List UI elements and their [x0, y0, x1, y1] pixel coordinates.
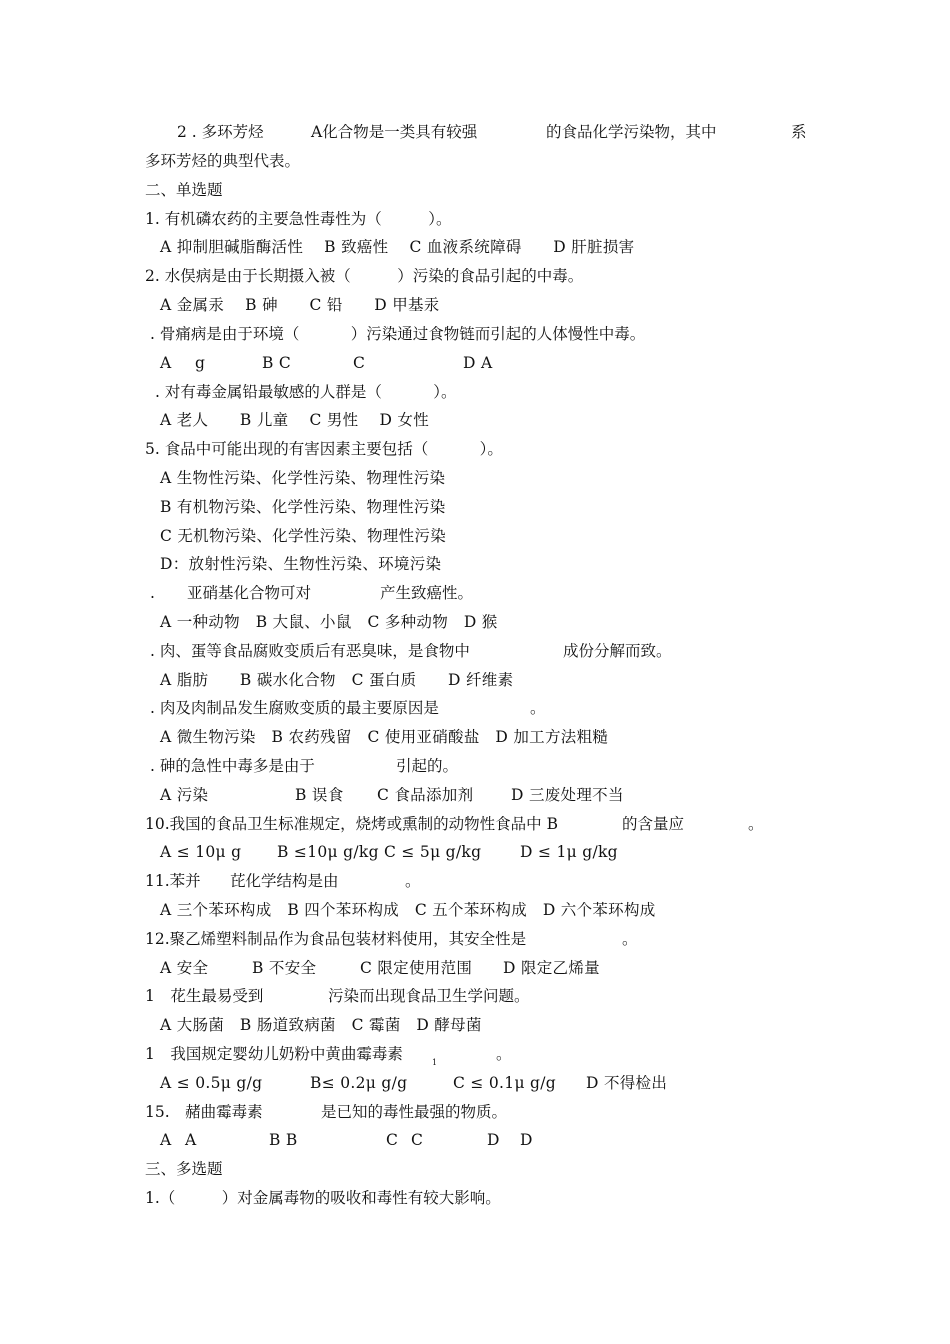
answer-options-q7o: A 脂肪 B 碳水化合物 C 蛋白质 D 纤维素	[160, 671, 514, 689]
answer-options-q15o-seg0: A	[160, 1131, 172, 1149]
text-line-q11-seg2: 。	[405, 872, 421, 890]
text-line-q14-seg1: 。	[496, 1045, 512, 1063]
answer-options-q15o-seg5: D	[487, 1131, 500, 1149]
footnote-mark: 1	[432, 1058, 438, 1067]
answer-options-q15o-seg3: C	[386, 1131, 399, 1149]
answer-options-q10o-seg2: D ≤ 1μ g/kg	[520, 843, 618, 861]
answer-options-q15o-seg2: B B	[269, 1131, 298, 1149]
text-line-f2-seg1: A化合物是一类具有较强	[311, 123, 478, 141]
text-line-q13-seg0: 1 花生最易受到	[145, 987, 264, 1005]
answer-options-q15o-seg4: C	[411, 1131, 424, 1149]
answer-options-q13o: A 大肠菌 B 肠道致病菌 C 霉菌 D 酵母菌	[160, 1016, 482, 1034]
text-line-q2: 2. 水俣病是由于长期摄入被（ ）污染的食品引起的中毒。	[145, 267, 584, 285]
text-line-q9-seg1: 引起的。	[396, 757, 459, 775]
answer-options-q3o-seg2: B C	[262, 354, 292, 372]
text-line-q8-seg1: 。	[530, 699, 546, 717]
text-line-f2-seg2: 的食品化学污染物，其中	[546, 123, 717, 141]
text-line-q12-seg0: 12.聚乙烯塑料制品作为食品包装材料使用，其安全性是	[145, 930, 527, 948]
text-line-q3: . 骨痛病是由于环境（ ）污染通过食物链而引起的人体慢性中毒。	[150, 325, 646, 343]
text-line-sec2: 二、单选题	[145, 181, 223, 199]
text-line-q15-seg0: 15. 赭曲霉毒素	[145, 1103, 263, 1121]
text-line-q1: 1. 有机磷农药的主要急性毒性为（ ）。	[145, 210, 452, 228]
text-line-f2-seg3: 系	[791, 123, 807, 141]
text-line-q6-seg0: .	[150, 584, 155, 602]
text-line-q15-seg1: 是已知的毒性最强的物质。	[321, 1103, 508, 1121]
answer-options-q3o-seg3: C	[353, 354, 366, 372]
text-line-sec3: 三、多选题	[145, 1160, 223, 1178]
answer-options-q9o-seg1: B 误食	[295, 786, 344, 804]
text-line-q7-seg1: 成份分解而致。	[563, 642, 672, 660]
answer-options-q11o: A 三个苯环构成 B 四个苯环构成 C 五个苯环构成 D 六个苯环构成	[160, 901, 656, 919]
answer-options-q14o-seg3: D 不得检出	[586, 1074, 668, 1092]
text-line-m1: 1.（ ）对金属毒物的吸收和毒性有较大影响。	[145, 1189, 501, 1207]
answer-options-q3o-seg4: D A	[463, 354, 493, 372]
answer-options-q12o-seg3: D 限定乙烯量	[503, 959, 600, 977]
answer-options-q3o-seg1: g	[195, 354, 206, 372]
text-line-q5: 5. 食品中可能出现的有害因素主要包括（ ）。	[145, 440, 503, 458]
text-line-f2b: 多环芳烃的典型代表。	[145, 152, 301, 170]
text-line-q12-seg1: 。	[622, 930, 638, 948]
answer-options-q15o-seg1: A	[185, 1131, 197, 1149]
text-line-q4: . 对有毒金属铅最敏感的人群是（ ）。	[155, 383, 457, 401]
text-line-q6-seg1: 亚硝基化合物可对	[187, 584, 312, 602]
answer-options-q5d: D：放射性污染、生物性污染、环境污染	[160, 555, 442, 573]
answer-options-q9o-seg3: D 三废处理不当	[511, 786, 624, 804]
answer-options-q5c: C 无机物污染、化学性污染、物理性污染	[160, 527, 446, 545]
answer-options-q9o-seg2: C 食品添加剂	[377, 786, 474, 804]
answer-options-q14o-seg1: B≤ 0.2μ g/g	[310, 1074, 408, 1092]
answer-options-q14o-seg0: A ≤ 0.5μ g/g	[160, 1074, 263, 1092]
answer-options-q6o: A 一种动物 B 大鼠、小鼠 C 多种动物 D 猴	[160, 613, 498, 631]
answer-options-q15o-seg6: D	[520, 1131, 533, 1149]
text-line-q6-seg2: 产生致癌性。	[380, 584, 474, 602]
answer-options-q2o: A 金属汞 B 砷 C 铅 D 甲基汞	[160, 296, 440, 314]
answer-options-q12o-seg0: A 安全	[160, 959, 209, 977]
text-line-q11-seg0: 11.苯并	[145, 872, 201, 890]
answer-options-q3o-seg0: A	[160, 354, 172, 372]
text-line-q11-seg1: 芘化学结构是由	[230, 872, 339, 890]
text-line-q14-seg0: 1 我国规定婴幼儿奶粉中黄曲霉毒素	[145, 1045, 403, 1063]
answer-options-q12o-seg2: C 限定使用范围	[360, 959, 473, 977]
text-line-q10-seg1: 的含量应	[622, 815, 685, 833]
answer-options-q4o: A 老人 B 儿童 C 男性 D 女性	[160, 411, 430, 429]
text-line-q13-seg1: 污染而出现食品卫生学问题。	[328, 987, 530, 1005]
answer-options-q10o-seg0: A ≤ 10μ g	[160, 843, 242, 861]
answer-options-q12o-seg1: B 不安全	[252, 959, 317, 977]
answer-options-q8o: A 微生物污染 B 农药残留 C 使用亚硝酸盐 D 加工方法粗糙	[160, 728, 609, 746]
answer-options-q5a: A 生物性污染、化学性污染、物理性污染	[160, 469, 446, 487]
text-line-f2-seg0: 2 . 多环芳烃	[177, 123, 264, 141]
text-line-q10-seg2: 。	[748, 815, 764, 833]
answer-options-q10o-seg1: B ≤10μ g/kg C ≤ 5μ g/kg	[277, 843, 482, 861]
text-line-q8-seg0: . 肉及肉制品发生腐败变质的最主要原因是	[150, 699, 439, 717]
answer-options-q1o: A 抑制胆碱脂酶活性 B 致癌性 C 血液系统障碍 D 肝脏损害	[160, 238, 635, 256]
answer-options-q14o-seg2: C ≤ 0.1μ g/g	[453, 1074, 557, 1092]
answer-options-q9o-seg0: A 污染	[160, 786, 209, 804]
answer-options-q5b: B 有机物污染、化学性污染、物理性污染	[160, 498, 446, 516]
text-line-q9-seg0: . 砷的急性中毒多是由于	[150, 757, 315, 775]
text-line-q7-seg0: . 肉、蛋等食品腐败变质后有恶臭味，是食物中	[150, 642, 470, 660]
text-line-q10-seg0: 10.我国的食品卫生标准规定，烧烤或熏制的动物性食品中 B	[145, 815, 558, 833]
